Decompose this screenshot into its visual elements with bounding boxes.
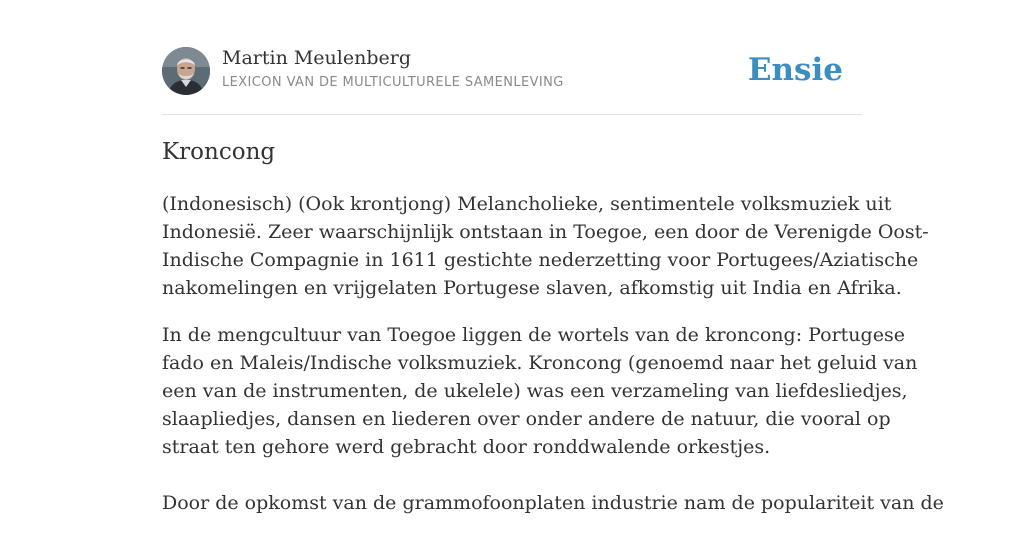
- paragraph-2: [162, 321, 918, 461]
- paragraph-line: Door de opkomst van de grammofoonplaten industrie nam de populariteit van de: [162, 492, 944, 514]
- person-photo-icon: [162, 47, 210, 95]
- paragraph-3: [162, 489, 944, 517]
- article-page: [162, 0, 944, 514]
- paragraph-line: Indonesië. Zeer waarschijnlijk ontstaan in Toegoe, een door de Verenigde Oost-: [162, 221, 929, 243]
- paragraph-line: In de mengcultuur van Toegoe liggen de wortels van de kroncong: Portugese: [162, 324, 905, 346]
- paragraph-1: [162, 190, 929, 302]
- author-name[interactable]: Martin Meulenberg: [222, 47, 411, 69]
- paragraph-line: (Indonesisch) (Ook krontjong) Melancholieke, sentimentele volksmuziek uit: [162, 193, 892, 215]
- paragraph-line: Indische Compagnie in 1611 gestichte nederzetting voor Portugees/Aziatische: [162, 249, 919, 271]
- paragraph-line: slaapliedjes, dansen en liederen over onder andere de natuur, die vooral op: [162, 408, 891, 430]
- article-header: [162, 46, 862, 115]
- paragraph-line: nakomelingen en vrijgelaten Portugese slaven, afkomstig uit India en Afrika.: [162, 277, 902, 299]
- paragraph-line: straat ten gehore werd gebracht door ronddwalende orkestjes.: [162, 436, 771, 458]
- brand-logo[interactable]: Ensie: [747, 52, 843, 88]
- paragraph-line: een van de instrumenten, de ukelele) was een verzameling van liefdesliedjes,: [162, 380, 908, 402]
- paragraph-line: fado en Maleis/Indische volksmuziek. Kroncong (genoemd naar het geluid van: [162, 352, 918, 374]
- author-avatar[interactable]: [162, 47, 210, 95]
- article-body: [162, 190, 944, 536]
- publication-name[interactable]: LEXICON VAN DE MULTICULTURELE SAMENLEVING: [222, 75, 564, 90]
- article-title: Kroncong: [162, 139, 276, 165]
